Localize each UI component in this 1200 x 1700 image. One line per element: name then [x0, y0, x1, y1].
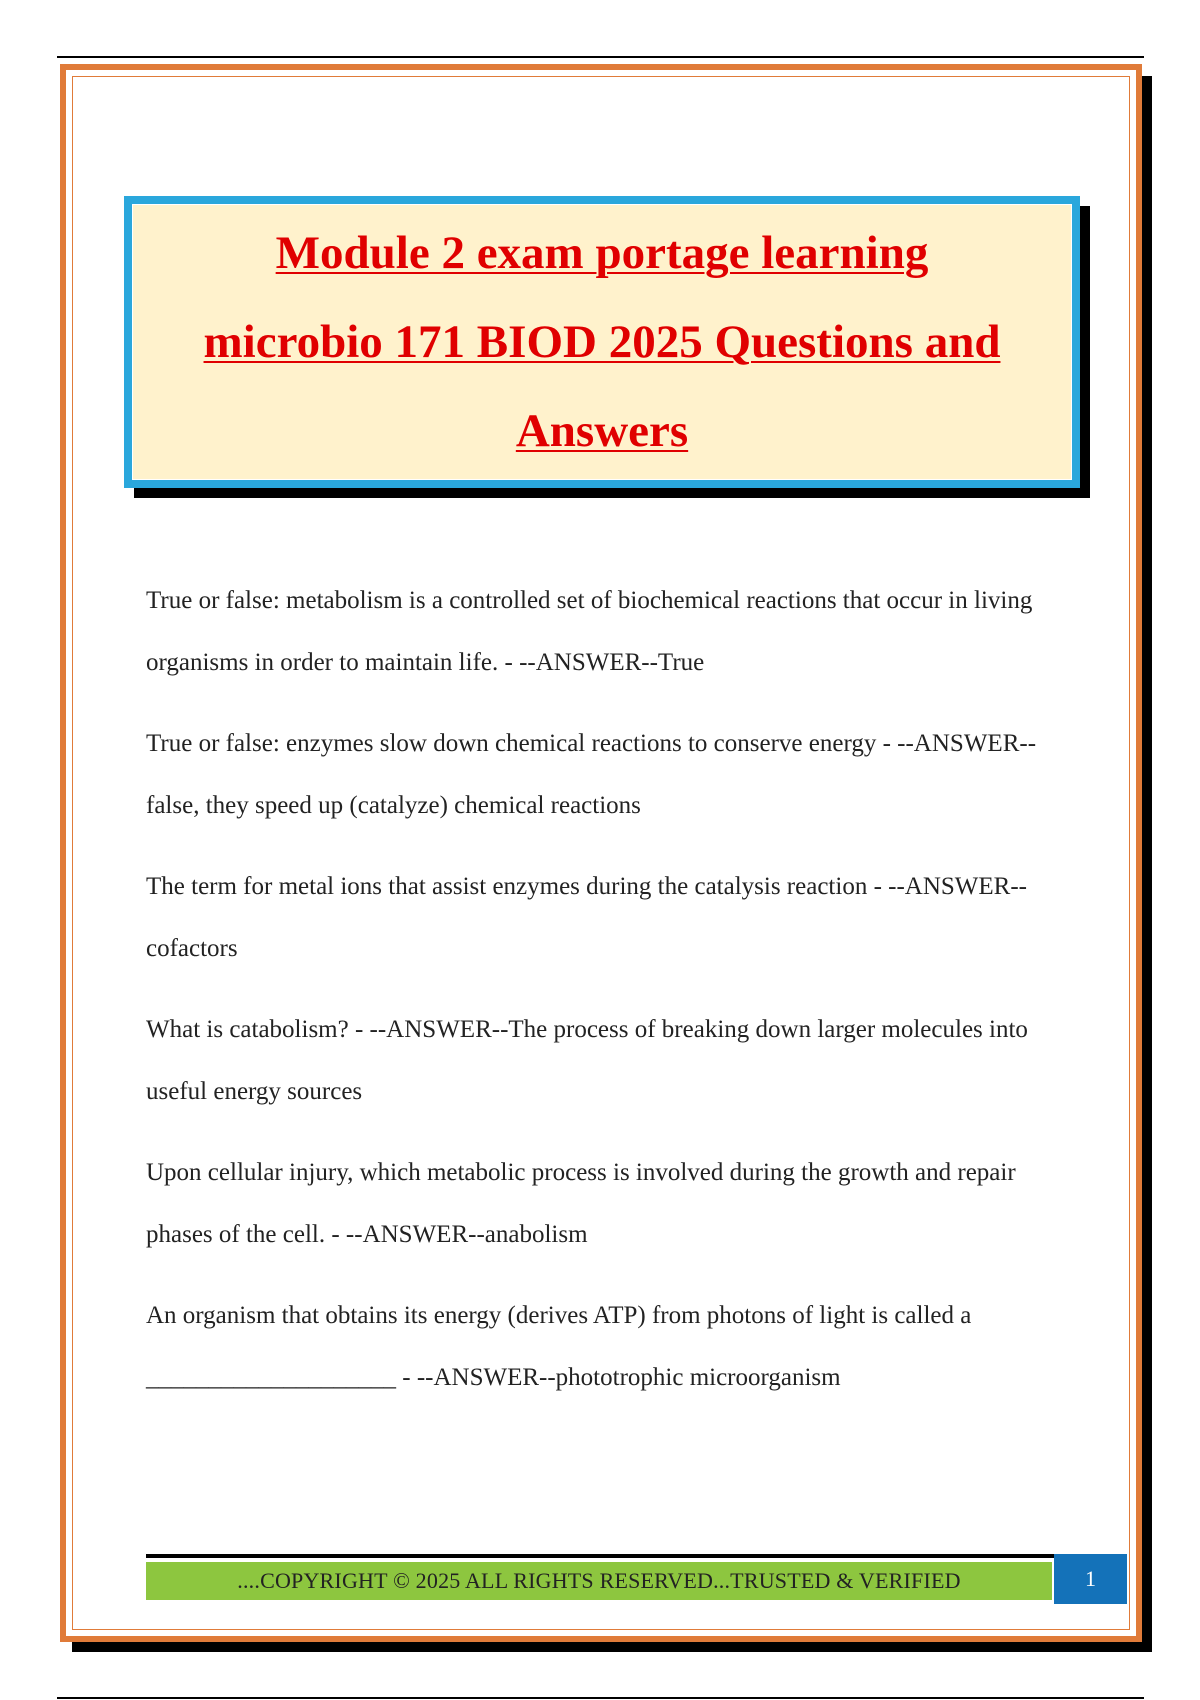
copyright-text: ....COPYRIGHT © 2025 ALL RIGHTS RESERVED...TRUSTED & VERIFIED	[237, 1568, 961, 1593]
footer-divider	[146, 1554, 1056, 1558]
page-number-box	[1054, 1554, 1127, 1604]
qa-item: What is catabolism? - --ANSWER--The process of breaking down larger molecules into useful energy sources	[146, 1016, 1028, 1105]
qa-item: An organism that obtains its energy (derives ATP) from photons of light is called a ____________________ - --ANSWER--phototrophic microorganism	[146, 1302, 972, 1391]
title-line-2: microbio 171 BIOD 2025 Questions and	[203, 315, 1001, 368]
footer-bar	[146, 1562, 1052, 1600]
qa-item: Upon cellular injury, which metabolic process is involved during the growth and repair phases of the cell. - --ANSWER--anabolism	[146, 1159, 1016, 1248]
bottom-rule	[57, 1697, 1144, 1699]
top-rule	[57, 56, 1144, 58]
title-box-inner	[132, 204, 1072, 480]
title-line-3: Answers	[515, 404, 689, 457]
document-title	[184, 209, 1021, 476]
title-box	[124, 196, 1080, 488]
title-line-1: Module 2 exam portage learning	[275, 226, 929, 279]
page-number: 1	[1085, 1566, 1096, 1591]
qa-item: True or false: metabolism is a controlled set of biochemical reactions that occur in living organisms in order to maintain life. - --ANSWER--True	[146, 587, 1033, 676]
qa-list	[146, 570, 1056, 1428]
qa-item: True or false: enzymes slow down chemical reactions to conserve energy - --ANSWER--false, they speed up (catalyze) chemical reactions	[146, 730, 1037, 819]
qa-item: The term for metal ions that assist enzymes during the catalysis reaction - --ANSWER--cofactors	[146, 873, 1027, 962]
